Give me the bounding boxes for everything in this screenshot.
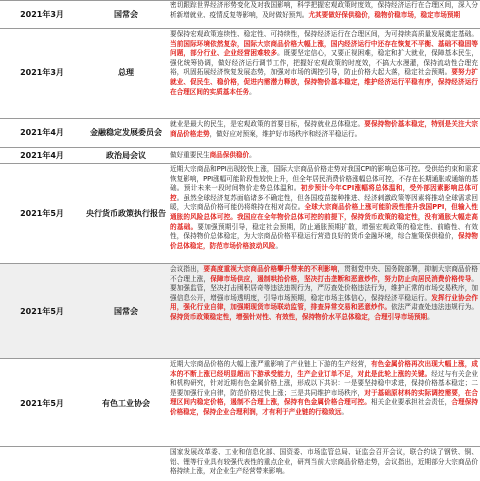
content-text <box>170 448 478 477</box>
highlighted-text: 尤其要做好保供稳价，稳物价稳市场，稳定市场预期 <box>308 10 461 19</box>
body-text: 。既要坚定信心，又要正视困难，稳定和扩大就业，保障基本民生，强化统筹协调，做好经济运行调节工作，把握好宏观政策的时度效，不搞大水漫灌，保持流动性合理充裕，巩固拓展经济恢复发展态势，加强对市场的调控引导，防止价格大起大落，稳定社会预期。 <box>170 49 479 77</box>
org-cell <box>84 359 168 447</box>
org-cell <box>84 447 168 481</box>
date-cell <box>0 29 84 119</box>
date-cell <box>0 447 84 481</box>
date-cell <box>0 164 84 264</box>
content-cell <box>168 1 480 29</box>
body-text: 做好重要民生 <box>170 151 210 159</box>
date-label: 2021年4月 <box>20 128 64 137</box>
content-cell <box>168 119 480 148</box>
table-row <box>0 446 480 481</box>
org-label: 国常会 <box>114 10 138 19</box>
body-text: 相关企业要承担社会责任， <box>370 398 452 407</box>
body-text: 就业是最大的民生，是宏观政策的首要目标，保持就业总体稳定。 <box>170 120 365 128</box>
date-label: 2021年4月 <box>20 151 64 160</box>
highlighted-text: 全球大宗商品价格上涨可能阶段性推升我国PPI，但输入性通胀的风险总体可控。我国应在全年物价总体可控的前提下，保持货币政策的稳定性，没有通胀大幅走高的基础。 <box>170 203 479 231</box>
body-text: 。要加强监管，坚决打击囤积居奇等违法违规行为，严厉查处价格违法行为，维护正常的市场交易秩序，加强信息公开，增强市场透明度，引导市场预期，稳定市场主体信心，保持经济平稳运行。 <box>170 274 478 302</box>
body-text: 。 <box>249 87 256 96</box>
org-label: 政治局会议 <box>106 151 146 160</box>
highlighted-text: 发挥行业协会作用，强化行业自律，加强期现货市场联动监管，排查异常交易和恶意炒作。 <box>170 293 479 312</box>
date-label: 2021年3月 <box>20 68 64 77</box>
content-text <box>170 165 478 251</box>
content-text <box>170 30 478 97</box>
content-text <box>170 120 478 139</box>
body-text: ，贯彻党中央、国务院部署，抑制大宗商品价格不合理上涨， <box>170 265 479 283</box>
org-cell <box>84 164 168 264</box>
highlighted-text: 初步预计今年CPI涨幅将总体温和，受外部因素影响总体可控 <box>170 184 479 202</box>
date-label: 2021年5月 <box>20 307 64 316</box>
body-text: 。 <box>275 241 283 250</box>
highlighted-text: 有色金属价格再次出现大幅上涨，成本的不断上涨已经明显超出下游承受能力，生产企业订单不足，对此是此轮上涨的关键。 <box>170 360 478 378</box>
highlighted-text: 保持货币政策稳定性，增强针对性、有效性，保持物价水平总体稳定，合理引导市场预期 <box>170 312 428 321</box>
date-cell <box>0 148 84 164</box>
highlighted-text: 当前国际环境依然复杂，国际大宗商品价格大幅上涨，国内经济运行中还存在恢复不平衡、基础不稳固等问题，部分行业、企业经营困难较多 <box>170 39 478 58</box>
org-label: 央行货币政策执行报告 <box>86 209 166 218</box>
table-row <box>0 358 480 447</box>
highlighted-text: 要保持物价基本稳定，特别是关注大宗商品价格走势 <box>170 120 479 138</box>
body-text: 。虽然全球经济复苏面临诸多不确定性，但各国疫苗接种推进、经济刺激政策等因素将推动全球需求回暖，大宗商品价格可能仍将维持在相对高位。 <box>170 193 479 212</box>
body-text: 国家发展改革委、工业和信息化部、国资委、市场监管总局、证监会召开会议，联合约谈了钢铁、铜、铝、锂等行业具有较强代表性的重点企业，研判当前大宗商品价格走势，会议指出，近期部分大宗商品价格持续上涨，对企业生产经营带来影响。 <box>170 448 478 476</box>
content-cell <box>168 148 480 164</box>
highlighted-text: 对于基础原材料的实际调控需要，在合理区间内稳定价格，遏制不合理上涨，保持有色金属价格合理可控。 <box>170 388 479 407</box>
body-text: 要加强预期引导，稳定社会预期，防止通胀预期扩散，增强宏观政策的稳定性、前瞻性、有效性，保持物价总体稳定，为大宗商品价格平稳运行营造良好的货币金融环境，综合施策保供稳价， <box>170 222 479 241</box>
org-label: 国常会 <box>114 307 138 316</box>
org-label: 金融稳定发展委员会 <box>90 128 162 137</box>
content-cell <box>168 264 480 359</box>
table-row <box>0 163 480 264</box>
body-text: 。 <box>249 151 256 159</box>
table-row <box>0 263 480 359</box>
date-label: 2021年5月 <box>20 399 64 408</box>
org-cell <box>84 29 168 119</box>
body-text: 。 <box>341 407 349 416</box>
body-text: 。 <box>427 312 434 321</box>
content-cell <box>168 164 480 264</box>
org-cell <box>84 264 168 359</box>
content-text <box>170 151 478 161</box>
highlighted-text: 要高度重视大宗商品价格攀升带来的不利影响 <box>203 265 338 273</box>
table-row <box>0 28 480 119</box>
date-label: 2021年5月 <box>20 209 64 218</box>
table-row <box>0 0 480 29</box>
org-cell <box>84 1 168 29</box>
body-text: ，做好应对预案，维护好市场秩序和经济平稳运行。 <box>209 129 362 138</box>
org-cell <box>84 119 168 148</box>
content-cell <box>168 359 480 447</box>
date-cell <box>0 264 84 359</box>
org-label: 总理 <box>118 68 134 77</box>
highlighted-text: 保持物价总体稳定，防范市场价格波动风险 <box>170 232 479 250</box>
highlighted-text: 合理保持价格稳定，保持企业合理利润，才有利于产业链的行稳致远 <box>170 398 479 416</box>
body-text: 近期大宗商品价格的大幅上涨严重影响了产业链上下游的生产经营， <box>170 360 371 368</box>
date-cell <box>0 1 84 29</box>
date-cell <box>0 119 84 148</box>
body-text: 依法严肃查处违法违规行为。 <box>391 303 478 312</box>
body-text: 近期大宗商品和PPI出现较快上涨，国际大宗商品价格走势对我国CPI的影响总体可控。受供给约束和需求恢复影响，PPI涨幅可能阶段性较快上升，但全年居民消费价格涨幅总体可控，不存在长期通胀或通缩的基础。预计未来一段时间物价走势总体温和。 <box>170 165 478 193</box>
highlighted-text: 要努力扩就业、促民生、稳价格，促进内需潜力释放，保持物价基本稳定，维护经济运行平稳有序，保持经济运行在合理区间的实质基本任务 <box>170 68 479 96</box>
content-text <box>170 265 478 323</box>
content-cell <box>168 29 480 119</box>
org-label: 有色工业协会 <box>102 399 150 408</box>
content-text <box>170 1 478 20</box>
date-label: 2021年3月 <box>20 10 64 19</box>
highlighted-text: 商品保供稳价 <box>209 151 250 159</box>
table-row <box>0 118 480 148</box>
table-row <box>0 147 480 164</box>
content-cell <box>168 447 480 481</box>
highlighted-text: 保障市场供应，遏制哄抬价格，坚决打击垄断和恶意炒作，努力防止向居民消费价格传导 <box>210 274 472 283</box>
body-text: 经过与有关企业和机构研究，针对近期有色金属价格上涨，形成以下共识：一是要坚持稳中求进，保持价格基本稳定；二是要加强行业自律，防范价格过快上涨；三是共同维护市场秩序， <box>170 369 479 397</box>
body-text: 会议指出， <box>170 265 204 273</box>
date-cell <box>0 359 84 447</box>
body-text: 密切跟踪世界经济形势变化及对我国影响，科学把握宏观政策时度效，保持经济运行在合理区间，深入分析新增就业、疫情反复等影响，及时做好预判。 <box>170 1 478 19</box>
content-text <box>170 360 478 418</box>
body-text: 要保持宏观政策连续性、稳定性、可持续性，保持经济运行在合理区间，为可持续高质量发展奠定基础。 <box>170 30 478 38</box>
org-cell <box>84 148 168 164</box>
